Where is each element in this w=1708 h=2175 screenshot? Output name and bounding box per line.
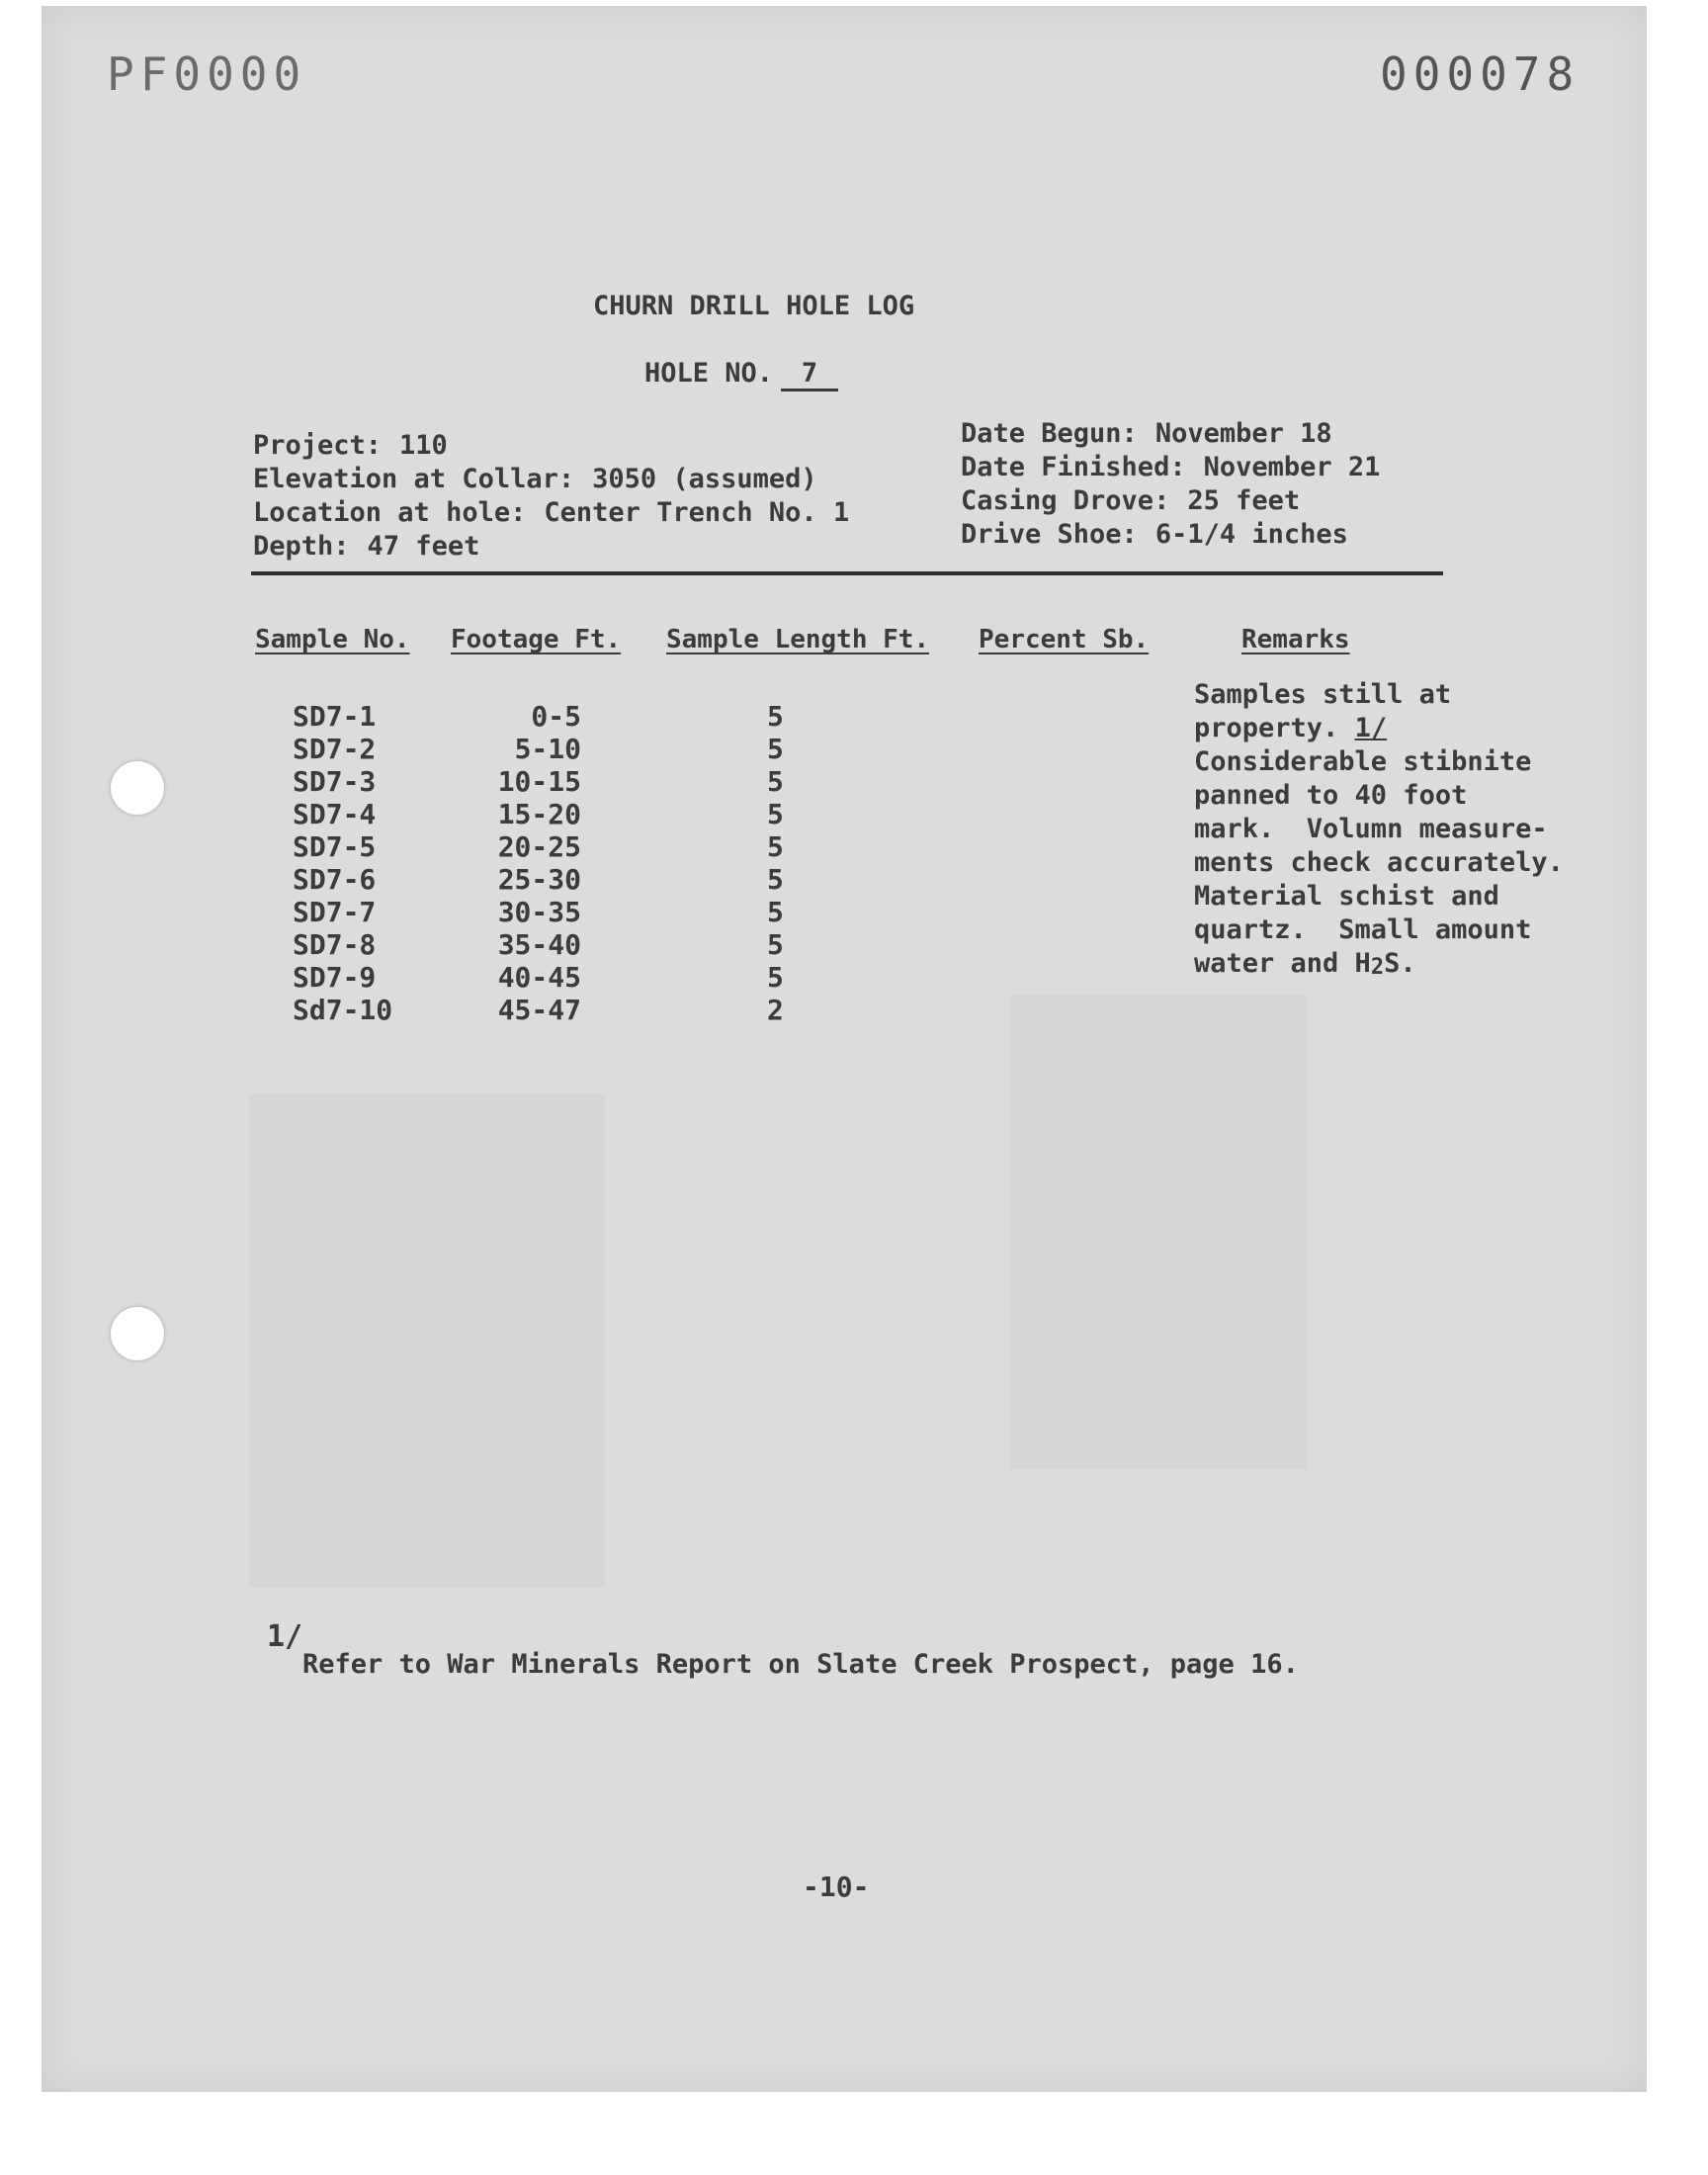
remarks-line: ments check accurately. [1194, 847, 1564, 878]
meta-depth: Depth: 47 feet [253, 531, 480, 562]
table-cell-sample: SD7-3 [293, 765, 377, 798]
column-header-remarks: Remarks [1241, 625, 1350, 654]
meta-elevation: Elevation at Collar: 3050 (assumed) [253, 464, 817, 494]
remarks-line: Material schist and [1194, 881, 1499, 912]
meta-location: Location at hole: Center Trench No. 1 [253, 497, 850, 528]
table-cell-footage: 5-10 [514, 733, 581, 765]
table-cell-footage: 25-30 [497, 863, 581, 896]
table-cell-sample: SD7-7 [293, 896, 377, 928]
table-cell-sample: SD7-1 [293, 700, 377, 733]
table-cell-sample: SD7-8 [293, 928, 377, 961]
hole-number: 7 [781, 358, 838, 392]
remarks-line: mark. Volumn measure- [1194, 814, 1548, 844]
table-cell-length: 5 [767, 798, 784, 830]
remarks-line: water and H2S. [1194, 948, 1416, 980]
page-number: -10- [803, 1870, 870, 1903]
footage-column [490, 700, 581, 1026]
remarks-line: Samples still at [1194, 679, 1452, 710]
table-cell-length: 5 [767, 733, 784, 765]
punch-hole-bottom [111, 1307, 164, 1360]
table-cell-sample: SD7-2 [293, 733, 377, 765]
column-header-sample-no: Sample No. [255, 625, 410, 654]
remarks-line: panned to 40 foot [1194, 780, 1468, 811]
column-header-sample-length: Sample Length Ft. [666, 625, 930, 654]
meta-left-block [253, 429, 849, 564]
meta-drive-shoe: Drive Shoe: 6-1/4 inches [961, 519, 1348, 550]
table-cell-footage: 35-40 [497, 928, 581, 961]
archive-stamp-right: 000078 [1380, 47, 1580, 101]
table-cell-sample: SD7-5 [293, 830, 377, 863]
remarks-line: property. 1/ [1194, 713, 1388, 743]
table-cell-footage: 40-45 [497, 961, 581, 994]
meta-casing-drove: Casing Drove: 25 feet [961, 485, 1301, 516]
table-cell-length: 5 [767, 700, 784, 733]
remarks-text [1194, 678, 1609, 985]
table-cell-footage: 15-20 [497, 798, 581, 830]
table-cell-sample: SD7-6 [293, 863, 377, 896]
meta-project: Project: 110 [253, 430, 448, 461]
table-cell-length: 5 [767, 863, 784, 896]
table-cell-length: 2 [767, 994, 784, 1026]
table-cell-footage: 30-35 [497, 896, 581, 928]
footnote-text: Refer to War Minerals Report on Slate Creek Prospect, page 16. [302, 1649, 1299, 1680]
meta-right-block [961, 417, 1380, 552]
table-cell-sample: SD7-4 [293, 798, 377, 830]
document-title: CHURN DRILL HOLE LOG [593, 291, 915, 321]
table-cell-length: 5 [767, 896, 784, 928]
meta-date-begun: Date Begun: November 18 [961, 418, 1332, 449]
sample-number-column [293, 700, 392, 1026]
punch-hole-top [111, 761, 164, 815]
table-cell-length: 5 [767, 961, 784, 994]
archive-stamp-left: PF0000 [107, 47, 307, 101]
table-cell-length: 5 [767, 765, 784, 798]
column-header-percent-sb: Percent Sb. [979, 625, 1150, 654]
table-cell-sample: Sd7-10 [293, 994, 393, 1026]
hole-label: HOLE NO. [644, 358, 774, 389]
header-divider [251, 571, 1443, 575]
table-cell-footage: 10-15 [497, 765, 581, 798]
table-cell-sample: SD7-9 [293, 961, 377, 994]
table-cell-length: 5 [767, 928, 784, 961]
remarks-line: Considerable stibnite [1194, 746, 1532, 777]
hole-number-line [644, 358, 838, 392]
meta-date-finished: Date Finished: November 21 [961, 452, 1381, 482]
table-cell-footage: 0-5 [531, 700, 581, 733]
column-header-footage: Footage Ft. [451, 625, 622, 654]
table-cell-length: 5 [767, 830, 784, 863]
footnote-reference: 1/ [1354, 713, 1388, 743]
table-cell-footage: 45-47 [497, 994, 581, 1026]
remarks-line: quartz. Small amount [1194, 914, 1532, 945]
table-cell-footage: 20-25 [497, 830, 581, 863]
sample-length-column [767, 700, 784, 1026]
footnote-mark: 1/ [267, 1619, 303, 1654]
